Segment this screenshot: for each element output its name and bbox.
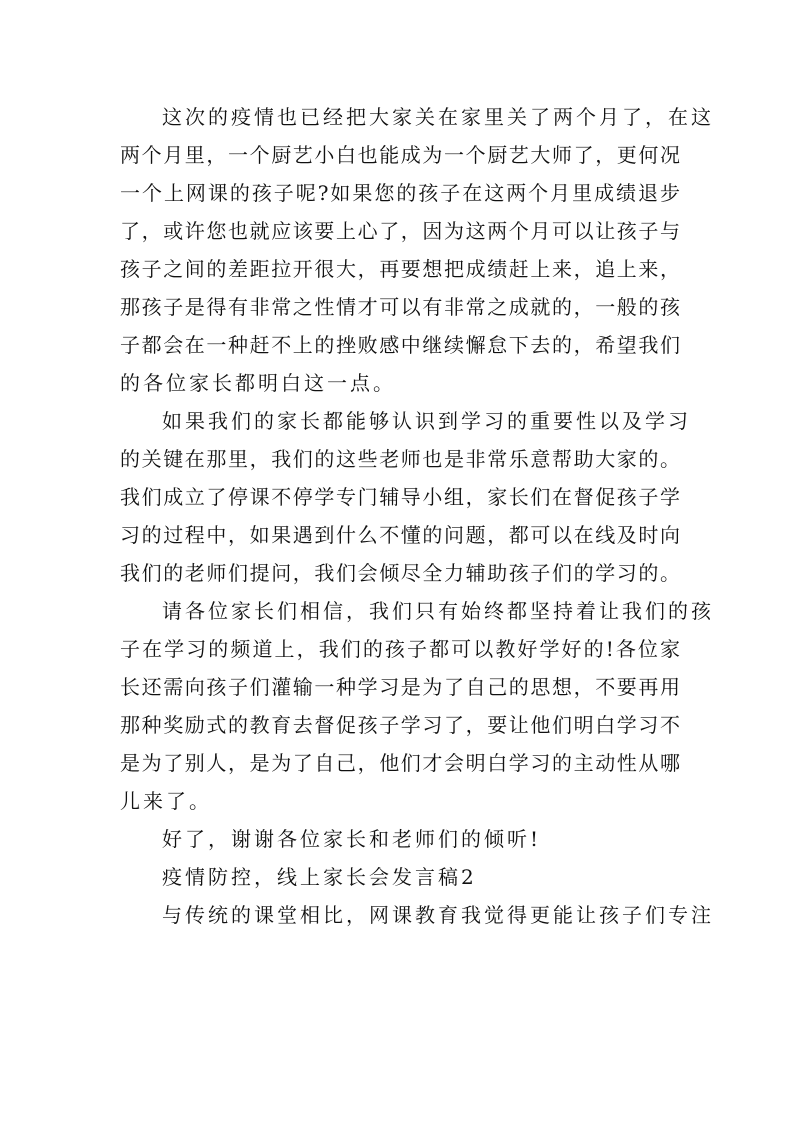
paragraph-line: 与传统的课堂相比，网课教育我觉得更能让孩子们专注 [162, 903, 714, 927]
paragraph-line: 这次的疫情也已经把大家关在家里关了两个月了，在这 [162, 105, 714, 129]
paragraph-line: 如果我们的家长都能够认识到学习的重要性以及学习 [162, 409, 691, 433]
paragraph-line: 长还需向孩子们灌输一种学习是为了自己的思想，不要再用 [120, 675, 680, 699]
paragraph-line: 子在学习的频道上，我们的孩子都可以教好学好的!各位家 [120, 637, 680, 661]
paragraph-line: 习的过程中，如果遇到什么不懂的问题，都可以在线及时向 [120, 523, 680, 547]
paragraph-line: 孩子之间的差距拉开很大，再要想把成绩赶上来，追上来， [120, 257, 680, 281]
paragraph-line: 两个月里，一个厨艺小白也能成为一个厨艺大师了，更何况 [120, 143, 680, 167]
paragraph-line: 我们成立了停课不停学专门辅导小组，家长们在督促孩子学 [120, 485, 680, 509]
paragraph-line: 那种奖励式的教育去督促孩子学习了，要让他们明白学习不 [120, 713, 680, 737]
section-heading: 疫情防控，线上家长会发言稿2 [162, 865, 477, 889]
paragraph-line: 的各位家长都明白这一点。 [120, 371, 396, 395]
paragraph-line: 那孩子是得有非常之性情才可以有非常之成就的，一般的孩 [120, 295, 680, 319]
paragraph-line: 是为了别人，是为了自己，他们才会明白学习的主动性从哪 [120, 751, 680, 775]
paragraph-line: 请各位家长们相信，我们只有始终都坚持着让我们的孩 [162, 599, 714, 623]
paragraph-line: 一个上网课的孩子呢?如果您的孩子在这两个月里成绩退步 [120, 181, 680, 205]
paragraph-line: 了，或许您也就应该要上心了，因为这两个月可以让孩子与 [120, 219, 680, 243]
paragraph-line: 子都会在一种赶不上的挫败感中继续懈怠下去的，希望我们 [120, 333, 680, 357]
paragraph-line: 儿来了。 [120, 789, 212, 813]
paragraph-line: 的关键在那里，我们的这些老师也是非常乐意帮助大家的。 [120, 447, 680, 471]
paragraph-line: 好了，谢谢各位家长和老师们的倾听! [162, 827, 542, 851]
document-body [120, 98, 714, 934]
paragraph-line: 我们的老师们提问，我们会倾尽全力辅助孩子们的学习的。 [120, 561, 680, 585]
